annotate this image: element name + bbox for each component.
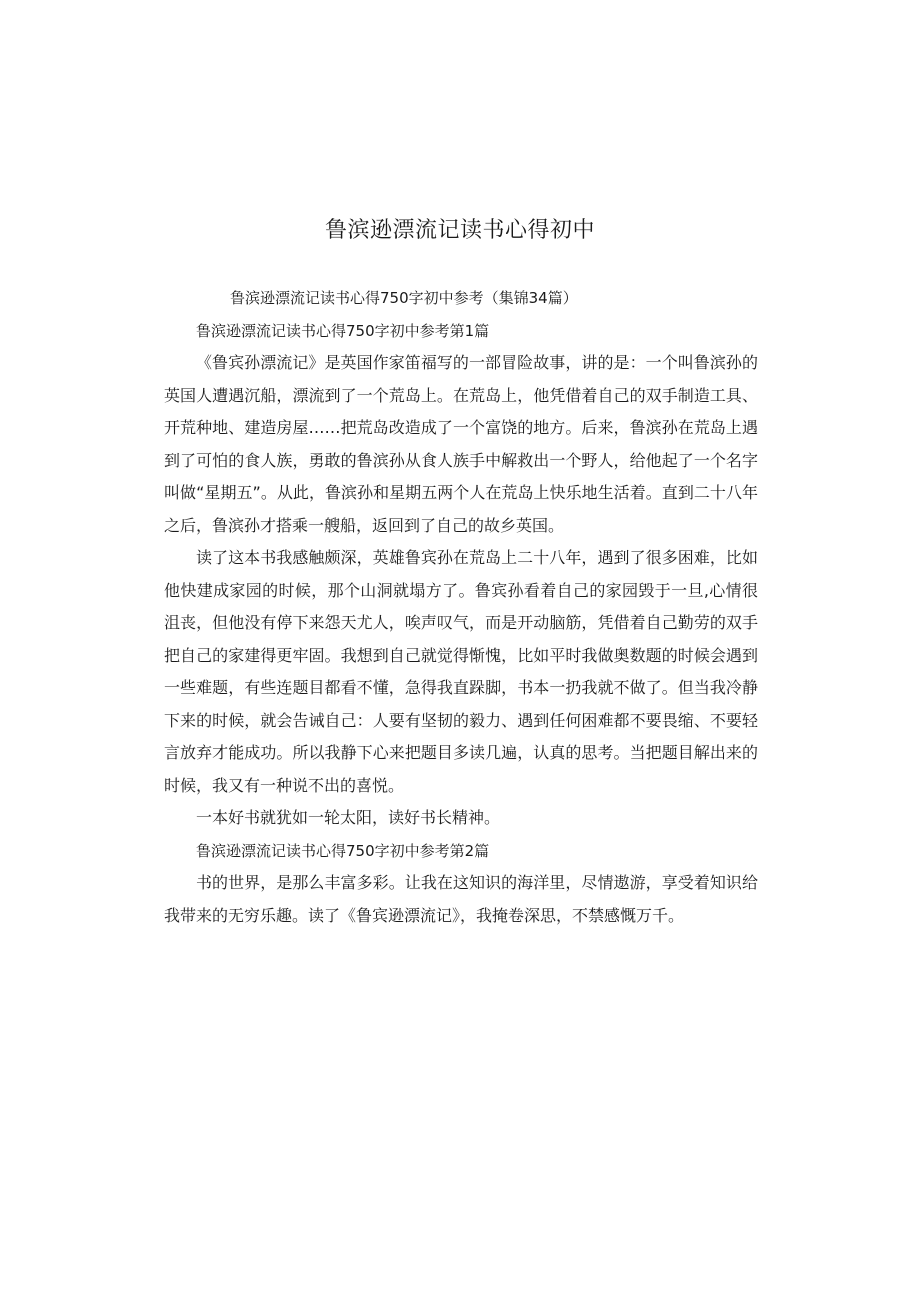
paragraph: 一本好书就犹如一轮太阳，读好书长精神。 <box>196 808 501 827</box>
paragraph: 《鲁宾孙漂流记》是英国作家笛福写的一部冒险故事，讲的是：一个叫鲁滨孙的英国人遭遇沉船，漂流到了一个荒岛上。在荒岛上，他凭借着自己的双手制造工具、开荒种地、建造房屋……把荒岛改造成了一个富饶的地方。后来，鲁滨孙在荒岛上遇到了可怕的食人族，勇敢的鲁滨孙从食人族手中解救出一个野人，给他起了一个名字叫做“星期五”。从此，鲁滨孙和星期五两个人在荒岛上快乐地生活着。直到二十八年之后，鲁滨孙才搭乘一艘船，返回到了自己的故乡英国。 <box>164 353 758 535</box>
document-body <box>164 282 758 932</box>
document-title: 鲁滨逊漂流记读书心得初中 <box>324 218 595 243</box>
section-heading: 鲁滨逊漂流记读书心得750字初中参考第1篇 <box>196 321 490 340</box>
section-heading: 鲁滨逊漂流记读书心得750字初中参考第2篇 <box>196 841 490 860</box>
document-subtitle: 鲁滨逊漂流记读书心得750字初中参考（集锦34篇） <box>230 289 578 307</box>
paragraph: 读了这本书我感触颇深，英雄鲁宾孙在荒岛上二十八年，遇到了很多困难，比如他快建成家园的时候，那个山洞就塌方了。鲁宾孙看着自己的家园毁于一旦,心情很沮丧，但他没有停下来怨天尤人，唉声叹气，而是开动脑筋，凭借着自己勤劳的双手把自己的家建得更牢固。我想到自己就觉得惭愧，比如平时我做奥数题的时候会遇到一些难题，有些连题目都看不懂，急得我直跺脚，书本一扔我就不做了。但当我冷静下来的时候，就会告诫自己：人要有坚韧的毅力、遇到任何困难都不要畏缩、不要轻言放弃才能成功。所以我静下心来把题目多读几遍，认真的思考。当把题目解出来的时候，我又有一种说不出的喜悦。 <box>164 548 758 795</box>
paragraph: 书的世界，是那么丰富多彩。让我在这知识的海洋里，尽情遨游，享受着知识给我带来的无穷乐趣。读了《鲁宾逊漂流记》，我掩卷深思，不禁感慨万千。 <box>164 873 758 925</box>
